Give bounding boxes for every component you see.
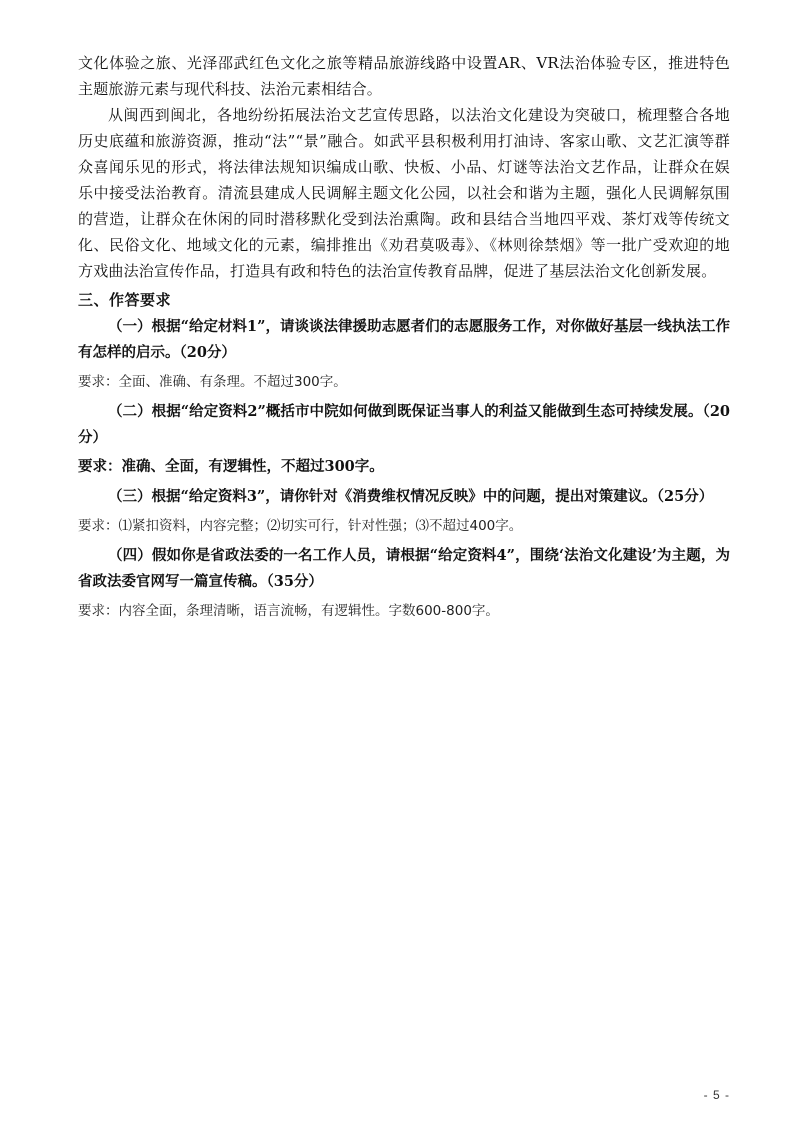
requirement-4: 要求：内容全面，条理清晰，语言流畅，有逻辑性。字数600-800字。 <box>78 603 499 619</box>
requirement-1: 要求：全面、准确、有条理。不超过300字。 <box>78 374 347 390</box>
question-2: （二）根据“给定资料2”概括市中院如何做到既保证当事人的利益又能做到生态可持续发展。（20分） <box>78 403 730 446</box>
section-heading-answer-requirements: 三、作答要求 <box>78 291 172 309</box>
paragraph-continuation: 文化体验之旅、光泽邵武红色文化之旅等精品旅游线路中设置AR、VR法治体验专区，推进特色主题旅游元素与现代科技、法治元素相结合。 <box>78 54 730 98</box>
paragraph-legal-culture: 从闽西到闽北，各地纷纷拓展法治文艺宣传思路，以法治文化建设为突破口，梳理整合各地历史底蕴和旅游资源，推动“法”“景”融合。如武平县积极利用打油诗、客家山歌、文艺汇演等群众喜闻乐见的形式，将法律法规知识编成山歌、快板、小品、灯谜等法治文艺作品，让群众在娱乐中接受法治教育。清流县建成人民调解主题文化公园，以社会和谐为主题，强化人民调解氛围的营造，让群众在休闲的同时潜移默化受到法治熏陶。政和县结合当地四平戏、茶灯戏等传统文化、民俗文化、地域文化的元素，编排推出《劝君莫吸毒》、《林则徐禁烟》等一批广受欢迎的地方戏曲法治宣传作品，打造具有政和特色的法治宣传教育品牌，促进了基层法治文化创新发展。 <box>78 106 730 280</box>
question-1: （一）根据“给定材料1”，请谈谈法律援助志愿者们的志愿服务工作，对你做好基层一线执法工作有怎样的启示。（20分） <box>78 318 730 361</box>
question-4: （四）假如你是省政法委的一名工作人员，请根据“给定资料4”，围绕‘法治文化建设’为主题，为省政法委官网写一篇宣传稿。（35分） <box>78 547 730 590</box>
requirement-2: 要求：准确、全面，有逻辑性，不超过300字。 <box>78 458 384 475</box>
requirement-3: 要求：⑴紧扣资料，内容完整；⑵切实可行，针对性强；⑶不超过400字。 <box>78 518 523 534</box>
question-3: （三）根据“给定资料3”，请你针对《消费维权情况反映》中的问题，提出对策建议。（25分） <box>108 488 714 505</box>
page-number: - 5 - <box>703 1088 730 1102</box>
document-body <box>78 50 730 628</box>
